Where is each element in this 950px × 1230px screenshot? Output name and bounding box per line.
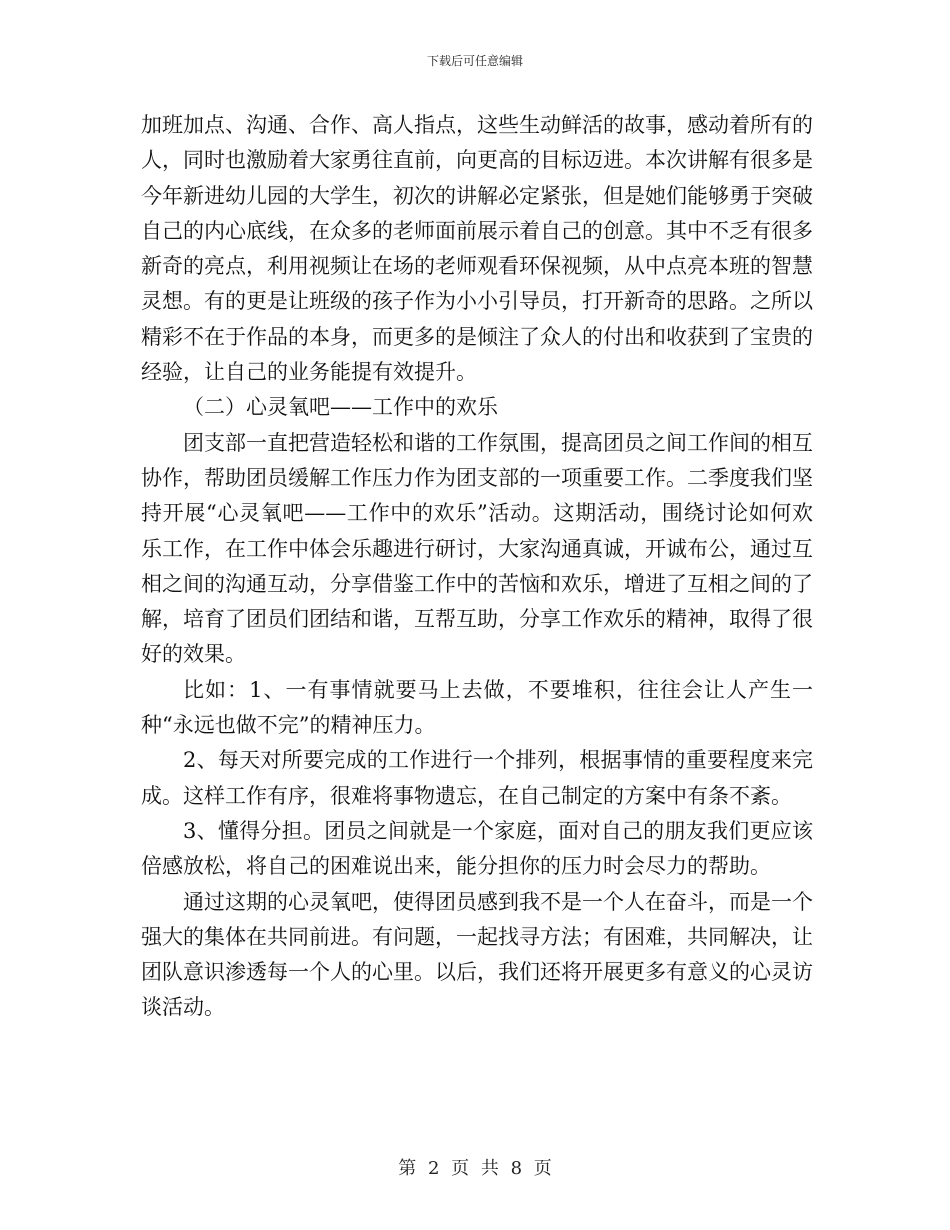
page-number: 第 2 页 共 8 页: [398, 1158, 552, 1179]
paragraph: 团支部一直把营造轻松和谐的工作氛围，提高团员之间工作间的相互协作，帮助团员缓解工作压力作为团支部的一项重要工作。二季度我们坚持开展“心灵氧吧——工作中的欢乐”活动。这期活动，围绕讨论如何欢乐工作，在工作中体会乐趣进行研讨，大家沟通真诚，开诚布公，通过互相之间的沟通互动，分享借鉴工作中的苦恼和欢乐，增进了互相之间的了解，培育了团员们团结和谐，互帮互助，分享工作欢乐的精神，取得了很好的效果。: [141, 430, 813, 667]
paragraph: 通过这期的心灵氧吧，使得团员感到我不是一个人在奋斗，而是一个强大的集体在共同前进。有问题，一起找寻方法；有困难，共同解决，让团队意识渗透每一个人的心里。以后，我们还将开展更多有意义的心灵访谈活动。: [141, 889, 813, 1020]
page-header: 下载后可任意编辑: [426, 54, 523, 68]
list-item: 3、懂得分担。团员之间就是一个家庭，面对自己的朋友我们更应该倍感放松，将自己的困难说出来，能分担你的压力时会尽力的帮助。: [141, 818, 813, 879]
list-item: 比如：1、一有事情就要马上去做，不要堆积，往往会让人产生一种“永远也做不完”的精神压力。: [141, 677, 813, 738]
list-item: 2、每天对所要完成的工作进行一个排列，根据事情的重要程度来完成。这样工作有序，很难将事物遗忘，在自己制定的方案中有条不紊。: [141, 748, 813, 808]
document-body: [141, 108, 813, 1026]
section-heading: （二）心灵氧吧——工作中的欢乐: [183, 395, 498, 420]
paragraph-continued: 加班加点、沟通、合作、高人指点，这些生动鲜活的故事，感动着所有的人，同时也激励着大家勇往直前，向更高的目标迈进。本次讲解有很多是今年新进幼儿园的大学生，初次的讲解必定紧张，但是她们能够勇于突破自己的内心底线，在众多的老师面前展示着自己的创意。其中不乏有很多新奇的亮点，利用视频让在场的老师观看环保视频，从中点亮本班的智慧灵想。有的更是让班级的孩子作为小小引导员，打开新奇的思路。之所以精彩不在于作品的本身，而更多的是倾注了众人的付出和收获到了宝贵的经验，让自己的业务能提有效提升。: [141, 113, 813, 385]
